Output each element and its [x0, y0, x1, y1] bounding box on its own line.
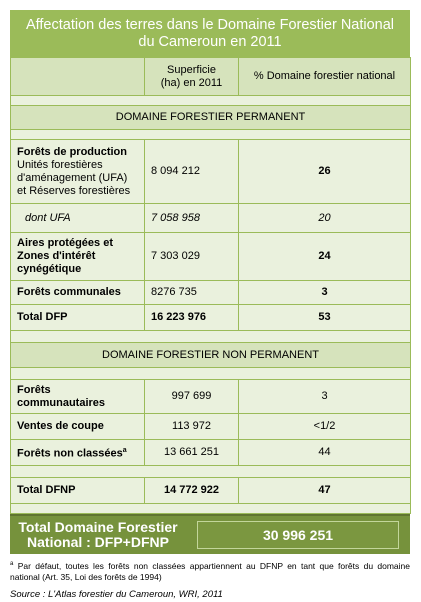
grand-total-value-cell	[186, 516, 410, 554]
row-area: 13 661 251	[145, 440, 239, 466]
row-percent: 3	[239, 380, 411, 414]
title-line-1: Affectation des terres dans le Domaine Forestier National	[25, 17, 395, 33]
table-row	[11, 414, 411, 440]
table-row	[11, 380, 411, 414]
table-row	[11, 233, 411, 281]
section-permanent-label: DOMAINE FORESTIER PERMANENT	[11, 106, 411, 130]
row-label: Forêts communales	[11, 281, 145, 305]
row-label	[11, 140, 145, 204]
total-dfnp-row	[11, 478, 411, 504]
row-percent: 20	[239, 204, 411, 233]
row-percent: 47	[239, 478, 411, 504]
row-label-sub: Unités forestières d'aménagement (UFA) et Réserves forestières	[17, 158, 131, 197]
header-percent: % Domaine forestier national	[239, 58, 411, 96]
row-area: 7 058 958	[145, 204, 239, 233]
row-percent: 26	[239, 140, 411, 204]
section-permanent-row	[11, 106, 411, 130]
row-label: dont UFA	[11, 204, 145, 233]
row-label: Total DFNP	[11, 478, 145, 504]
grand-total-label	[10, 516, 186, 554]
row-label-text: Forêts non classées	[17, 447, 123, 460]
row-label: Forêts communautaires	[11, 380, 145, 414]
grand-total-line-1: Total Domaine Forestier	[18, 519, 178, 535]
row-percent: <1/2	[239, 414, 411, 440]
row-label: Ventes de coupe	[11, 414, 145, 440]
section-nonpermanent-row	[11, 343, 411, 368]
table-row	[11, 204, 411, 233]
row-label: Aires protégées et Zones d'intérêt cynégétique	[11, 233, 145, 281]
spacer-row	[11, 331, 411, 343]
title-line-2: du Cameroun en 2011	[138, 34, 282, 50]
row-area: 7 303 029	[145, 233, 239, 281]
grand-total-bar	[10, 514, 410, 554]
footnote-marker: a	[122, 447, 127, 455]
row-area: 8276 735	[145, 281, 239, 305]
row-label-main: Forêts de production	[17, 145, 127, 158]
header-empty-cell	[11, 58, 145, 96]
spacer-row	[11, 130, 411, 140]
table-row	[11, 281, 411, 305]
table-row	[11, 140, 411, 204]
spacer-row	[11, 368, 411, 380]
spacer-row	[11, 504, 411, 514]
source-line: Source : L'Atlas forestier du Cameroun, WRI, 2011	[10, 588, 223, 600]
row-percent: 53	[239, 305, 411, 331]
row-area: 14 772 922	[145, 478, 239, 504]
forest-table-figure	[10, 10, 410, 600]
row-percent: 44	[239, 440, 411, 466]
footnote-text: Par défaut, toutes les forêts non classées appartiennent au DFNP en tant que forêts du domaine national (Art. 35, Loi des forêts de 1994)	[10, 560, 410, 582]
table-row	[11, 440, 411, 466]
row-label: Total DFP	[11, 305, 145, 331]
row-area: 16 223 976	[145, 305, 239, 331]
section-nonpermanent-label: DOMAINE FORESTIER NON PERMANENT	[11, 343, 411, 368]
grand-total-line-2: National : DFP+DFNP	[27, 534, 169, 550]
footnote	[10, 559, 410, 583]
header-area	[145, 58, 239, 96]
spacer-row	[11, 466, 411, 478]
total-dfp-row	[11, 305, 411, 331]
row-label	[11, 440, 145, 466]
row-area: 997 699	[145, 380, 239, 414]
footnote-marker: a	[10, 561, 14, 567]
table-title	[10, 10, 410, 57]
row-area: 113 972	[145, 414, 239, 440]
land-allocation-table	[10, 57, 411, 514]
spacer-row	[11, 96, 411, 106]
row-percent: 3	[239, 281, 411, 305]
header-area-line-1: Superficie	[167, 63, 216, 76]
row-area: 8 094 212	[145, 140, 239, 204]
column-header-row	[11, 58, 411, 96]
grand-total-value: 30 996 251	[197, 521, 399, 549]
row-percent: 24	[239, 233, 411, 281]
header-area-line-2: (ha) en 2011	[160, 76, 223, 89]
